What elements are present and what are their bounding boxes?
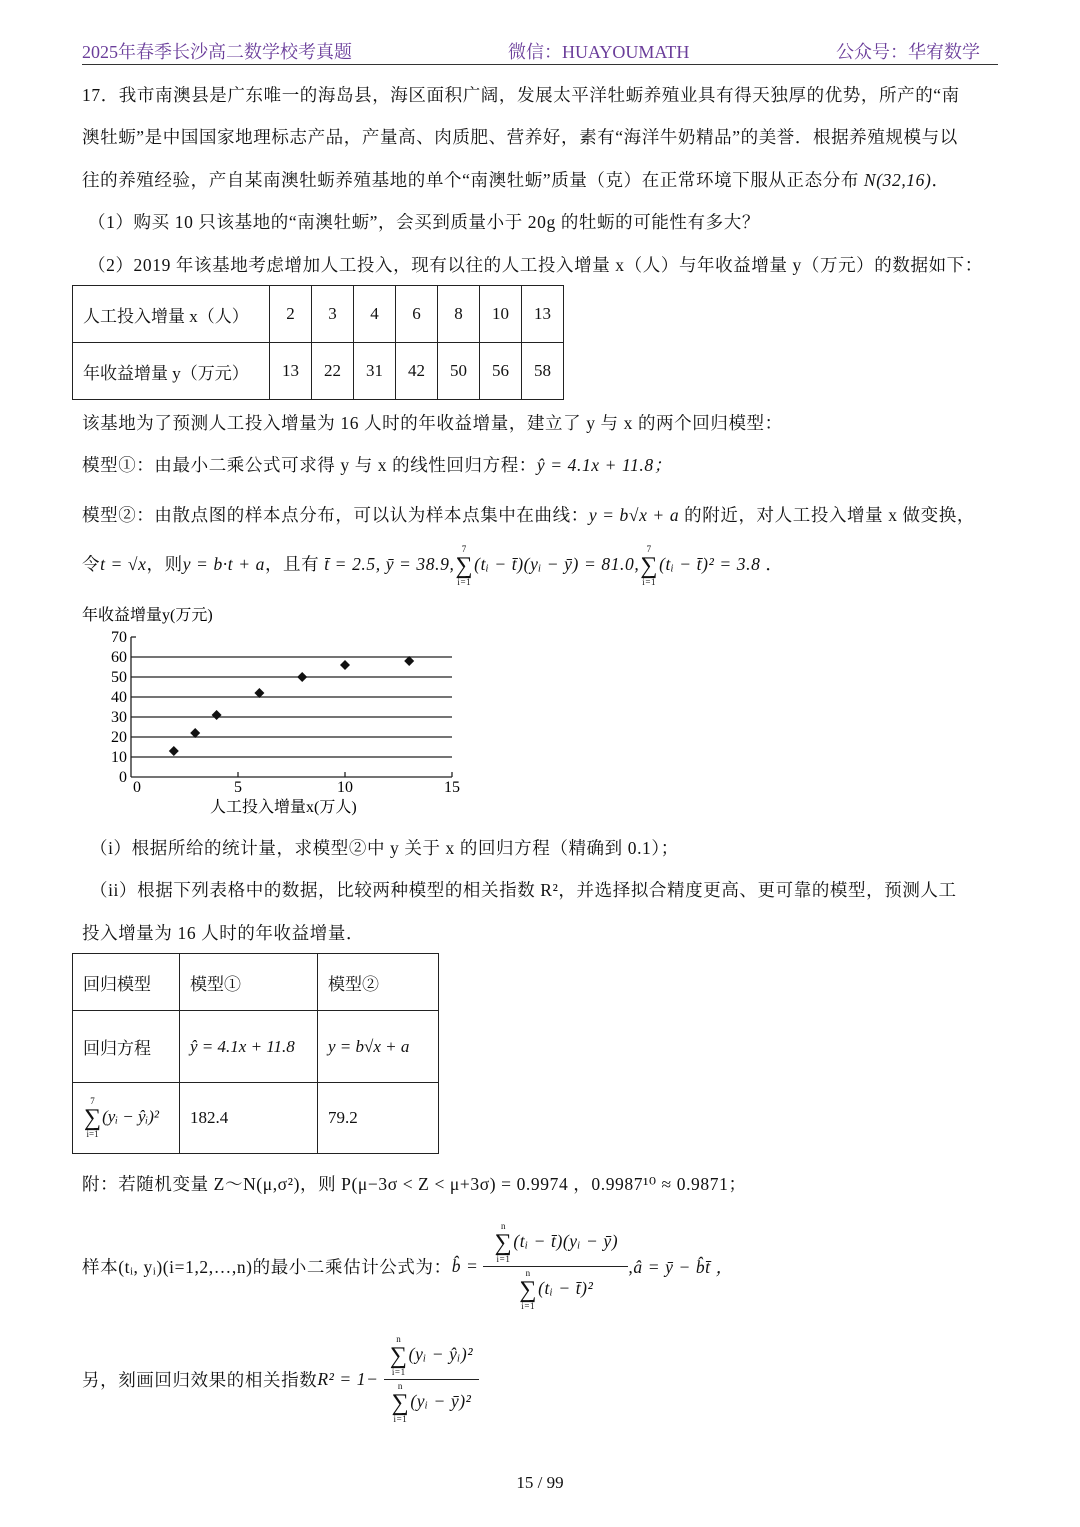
cell: 3	[312, 286, 354, 343]
cell: 13	[270, 343, 312, 400]
y-tick-label: 30	[111, 709, 127, 726]
question-ii-cont: 投入增量为 16 人时的年收益增量．	[82, 923, 365, 943]
problem-text: 澳牡蛎”是中国国家地理标志产品，产量高、肉质肥、营养好，素有“海洋牛奶精品”的美誉．根据养殖规模与以	[82, 127, 958, 147]
cell: 79.2	[318, 1083, 439, 1154]
cell: 13	[522, 286, 564, 343]
data-point	[212, 710, 222, 720]
x-tick-label: 15	[444, 779, 460, 796]
question-2: （2）2019 年该基地考虑增加人工投入，现有以往的人工投入增量 x（人）与年收益增量 y（万元）的数据如下：	[88, 255, 983, 275]
data-point	[297, 672, 307, 682]
cell: 4	[354, 286, 396, 343]
y-tick-label: 20	[111, 729, 127, 746]
note-line: 附：若随机变量 Z～N(μ,σ²)，则 P(μ−3σ < Z < μ+3σ) = 0.9974 ，0.9987¹⁰ ≈ 0.9871；	[82, 1174, 747, 1194]
cell: 58	[522, 343, 564, 400]
model-2: 模型②：由散点图的样本点分布，可以认为样本点集中在曲线：y = b√x + a 的附近，对人工投入增量 x 做变换，	[82, 505, 975, 525]
text-line: 该基地为了预测人工投入增量为 16 人时的年收益增量，建立了 y 与 x 的两个回归模型：	[82, 413, 783, 433]
cell: 50	[438, 343, 480, 400]
question-ii: （ii）根据下列表格中的数据，比较两种模型的相关指数 R²，并选择拟合精度更高、更可靠的模型，预测人工	[90, 880, 957, 900]
row-label: 年收益增量 y（万元）	[73, 343, 270, 400]
data-point	[169, 746, 179, 756]
y-tick-label: 0	[119, 769, 127, 786]
header-cell: 模型①	[180, 954, 318, 1011]
cell: 56	[480, 343, 522, 400]
y-axis-label: 年收益增量y(万元)	[82, 607, 213, 624]
y-tick-label: 40	[111, 689, 127, 706]
header-divider	[82, 64, 998, 65]
problem-text: 17．我市南澳县是广东唯一的海岛县，海区面积广阔，发展太平洋牡蛎养殖业具有得天独厚的优势，所产的“南	[82, 85, 960, 105]
header-center: 微信：HUAYOUMATH	[508, 42, 690, 62]
data-point	[340, 660, 350, 670]
model-comparison-table	[72, 953, 439, 1154]
statistics-line: 令t = √x，则y = b·t + a，且有 t̄ = 2.5, ȳ = 38.9, 7 ∑ i=1 (tᵢ − t̄)(yᵢ − ȳ) = 81.0, 7 ∑ i=1 (tᵢ − t̄)² = 3.8 ．	[82, 544, 784, 587]
x-tick-label: 5	[234, 779, 242, 796]
row-label: 回归方程	[73, 1011, 180, 1083]
question-1: （1）购买 10 只该基地的“南澳牡蛎”，会买到质量小于 20g 的牡蛎的可能性有多大？	[88, 212, 760, 232]
model-1: 模型①：由最小二乘公式可求得 y 与 x 的线性回归方程：ŷ = 4.1x + 11.8；	[82, 455, 672, 475]
data-table	[72, 285, 564, 400]
cell: 42	[396, 343, 438, 400]
cell: 22	[312, 343, 354, 400]
header-cell: 模型②	[318, 954, 439, 1011]
header-left: 2025年春季长沙高二数学校考真题	[82, 42, 352, 62]
y-tick-label: 70	[111, 629, 127, 646]
row-label: 人工投入增量 x（人）	[73, 286, 270, 343]
problem-text: 往的养殖经验，产自某南澳牡蛎养殖基地的单个“南澳牡蛎”质量（克）在正常环境下服从正态分布 N(32,16)．	[82, 170, 950, 190]
cell: ŷ = 4.1x + 11.8	[180, 1011, 318, 1083]
r-squared-formula: 另，刻画回归效果的相关指数R² = 1− n ∑ i=1 (yᵢ − ŷᵢ)² n ∑ i=1 (yᵢ − ȳ)²	[82, 1335, 479, 1424]
question-i: （i）根据所给的统计量，求模型②中 y 关于 x 的回归方程（精确到 0.1）；	[90, 838, 679, 858]
cell: 6	[396, 286, 438, 343]
cell: 182.4	[180, 1083, 318, 1154]
x-tick-label: 10	[337, 779, 353, 796]
least-squares-formula: 样本(tᵢ, yᵢ)(i=1,2,…,n)的最小二乘估计公式为：b̂ = n ∑ i=1 (tᵢ − t̄)(yᵢ − ȳ) n ∑ i=1 (tᵢ − t̄)² ,â = ȳ − b̂t̄ ，	[82, 1221, 734, 1311]
cell: y = b√x + a	[318, 1011, 439, 1083]
header-cell: 回归模型	[73, 954, 180, 1011]
x-axis-label: 人工投入增量x(万人)	[210, 799, 357, 816]
page-number: 15 / 99	[516, 1473, 564, 1492]
cell: 31	[354, 343, 396, 400]
y-tick-label: 60	[111, 649, 127, 666]
row-label: 7 ∑ i=1 (yᵢ − ŷᵢ)²	[73, 1083, 180, 1154]
cell: 2	[270, 286, 312, 343]
x-tick-label: 0	[133, 779, 141, 796]
scatter-chart	[70, 600, 470, 820]
header-right: 公众号：华宥数学	[836, 42, 980, 62]
cell: 10	[480, 286, 522, 343]
y-tick-label: 50	[111, 669, 127, 686]
y-tick-label: 10	[111, 749, 127, 766]
cell: 8	[438, 286, 480, 343]
